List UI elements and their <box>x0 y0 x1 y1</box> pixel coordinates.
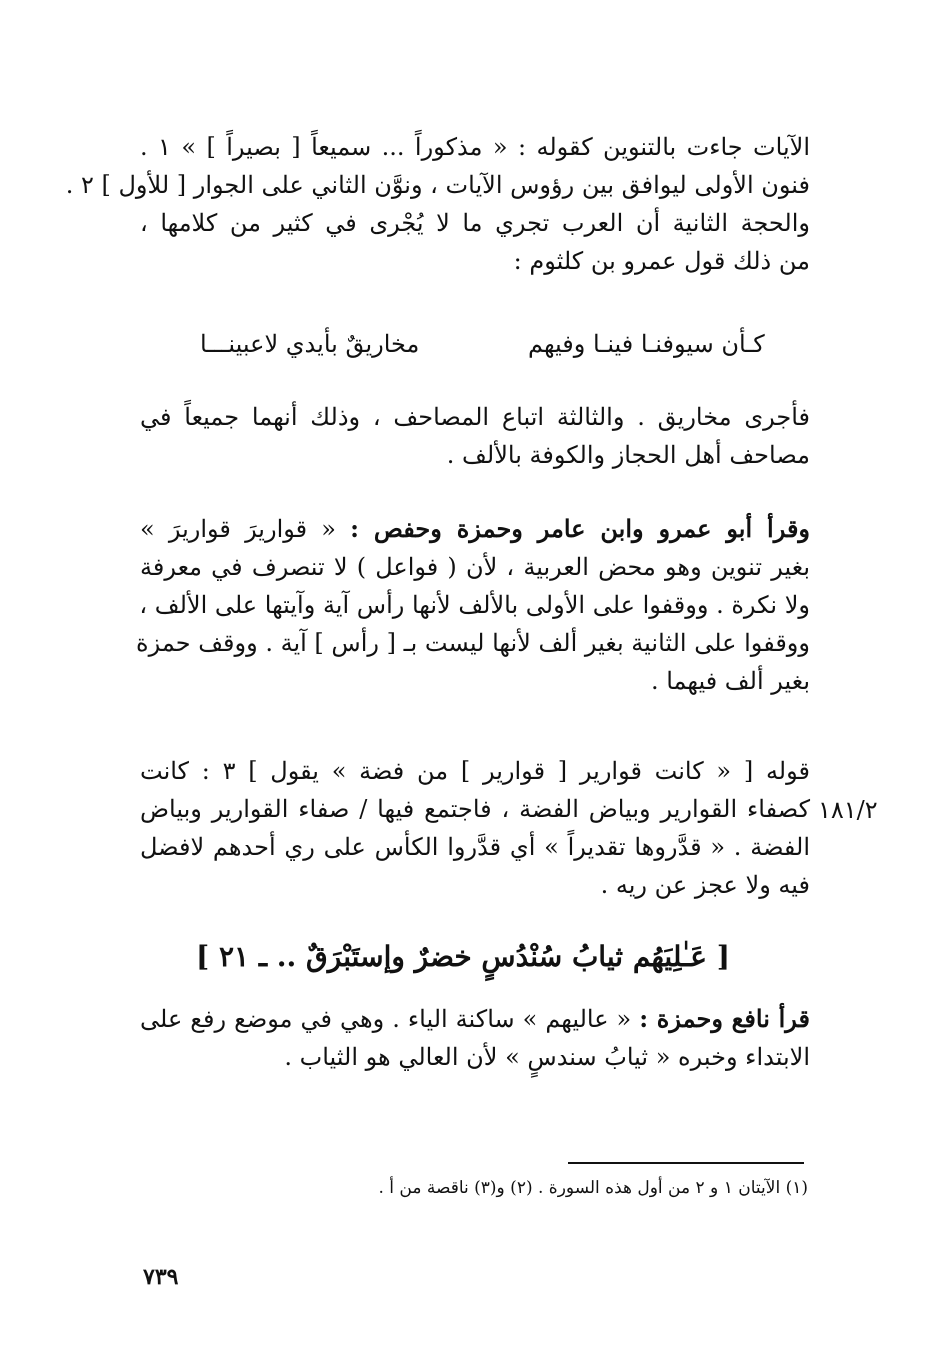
verse-second-hemistich: مخاريقٌ بأيدي لاعبينـــا <box>200 330 420 358</box>
text-line: بغير ألف فيهما . <box>650 667 810 695</box>
verse-first-hemistich: كـأن سيوفنـا فينـا وفيهم <box>528 330 765 358</box>
text-line: فنون الأولى ليوافق بين رؤوس الآيات ، ونوَّن الثاني على الجوار [ للأول ] ٢ . <box>65 171 810 199</box>
text-line: الفضة . « قدَّروها تقديراً » أي قدَّروا الكأس على ري أحدهم لافضل <box>140 833 810 861</box>
footnote-divider <box>568 1162 804 1164</box>
text-line: من ذلك قول عمرو بن كلثوم : <box>513 247 810 275</box>
text-line <box>140 510 810 548</box>
text-line: بغير تنوين وهو محض العربية ، لأن ( فواعل ) لا تنصرف في معرفة <box>140 553 810 581</box>
text-line: فيه ولا عجز عن ريه . <box>600 871 810 899</box>
footnote: (١) الآيتان ١ و ٢ من أول هذه السورة . (٢) و(٣) ناقصة من أ . <box>378 1178 808 1198</box>
paragraph-5 <box>140 1000 810 1076</box>
margin-reference: ١٨١/٢ <box>818 796 878 824</box>
text-rest: « عاليهم » ساكنة الياء . وهي في موضع رفع على <box>140 1005 640 1033</box>
text-line: مصاحف أهل الحجاز والكوفة بالألف . <box>446 441 810 469</box>
text-line: فأجرى مخاريق . والثالثة اتباع المصاحف ، وذلك أنهما جميعاً في <box>140 403 810 431</box>
verse-heading: [ عَـٰلِيَهُم ثيابُ سُنْدُسٍ خضرٌ وإستَبْرَقٌ .. ـ ٢١ ] <box>196 940 730 973</box>
text-line: قوله [ « كانت قوارير [ قوارير ] من فضة » يقول ] ٣ : كانت <box>140 757 810 785</box>
text-line: الآيات جاءت بالتنوين كقوله : « مذكوراً ... سميعاً [ بصيراً ] » ١ . <box>140 133 810 161</box>
page-number: ٧٣٩ <box>143 1264 179 1290</box>
quote-text: « قواريرَ قواريرَ » <box>140 515 351 543</box>
reciters-lead: وقرأ أبو عمرو وابن عامر وحمزة وحفص : <box>350 514 811 543</box>
paragraph-3 <box>136 510 811 700</box>
text-line: كصفاء القوارير وبياض الفضة ، فاجتمع فيها / صفاء القوارير وبياض <box>140 795 810 823</box>
paragraph-1 <box>65 128 810 280</box>
text-line: والحجة الثانية أن العرب تجري ما لا يُجْرى في كثير من كلامها ، <box>140 209 810 237</box>
text-line: ولا نكرة . ووقفوا على الأولى بالألف لأنها رأس آية وآيتها على الألف ، <box>139 591 810 619</box>
text-line: الابتداء وخبره « ثيابُ سندسٍ » لأن العالي هو الثياب . <box>284 1043 810 1071</box>
paragraph-2 <box>140 398 810 474</box>
text-line: ووقفوا على الثانية بغير ألف لأنها ليست بـ [ رأس ] آية . ووقف حمزة <box>136 629 810 657</box>
text-line <box>140 1000 810 1038</box>
paragraph-4 <box>140 752 810 904</box>
reciters-lead: قرأ نافع وحمزة : <box>639 1004 810 1033</box>
